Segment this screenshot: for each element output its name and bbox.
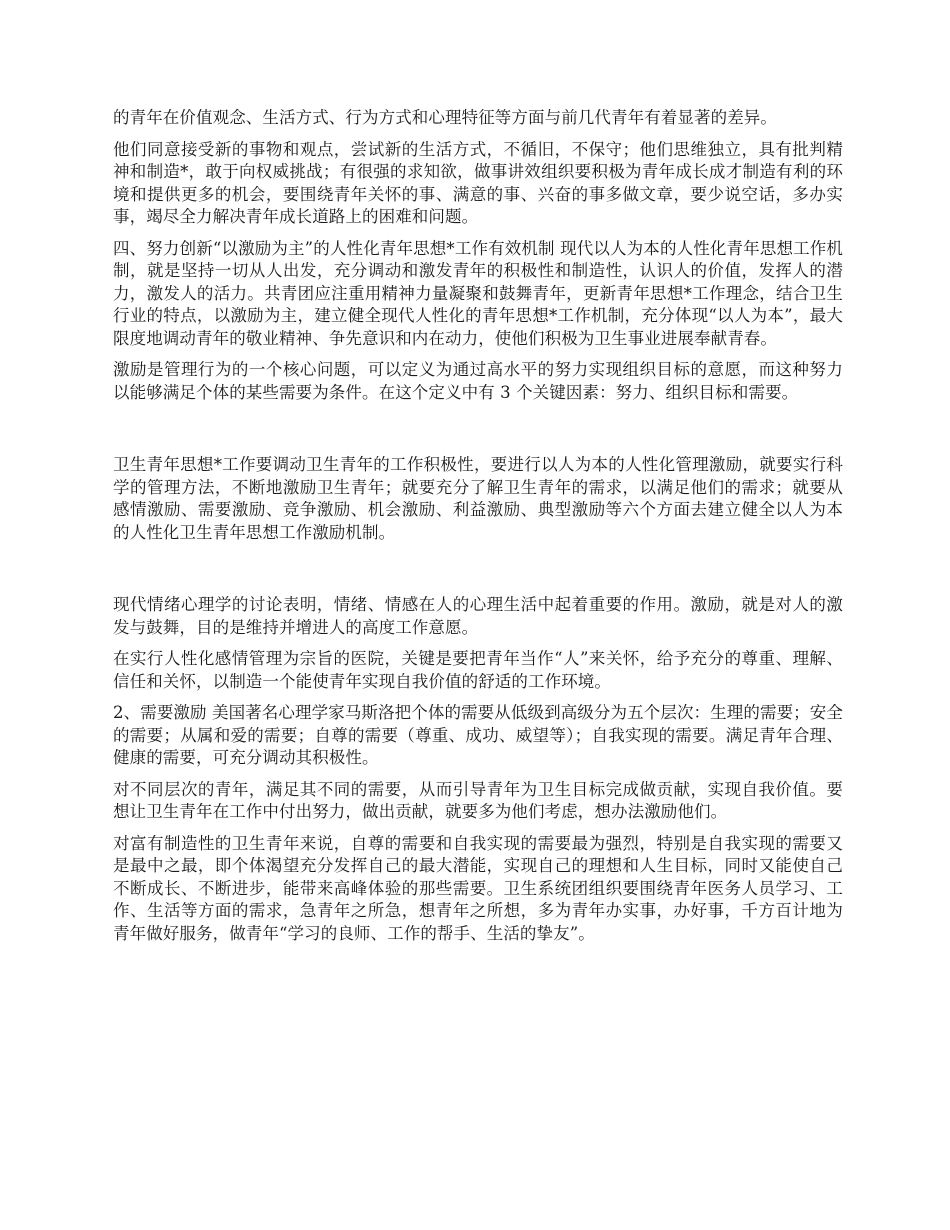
document-body xyxy=(113,107,843,954)
paragraph-7: 在实行人性化感情管理为宗旨的医院，关键是要把青年当作“人”来关怀，给予充分的尊重、理解、信任和关怀，以制造一个能使青年实现自我价值的舒适的工作环境。 xyxy=(113,649,843,691)
paragraph-4: 激励是管理行为的一个核心问题，可以定义为通过高水平的努力实现组织目标的意愿，而这种努力以能够满足个体的某些需要为条件。在这个定义中有 3 个关键因素：努力、组织目标和需要。 xyxy=(113,360,843,402)
paragraph-1: 的青年在价值观念、生活方式、行为方式和心理特征等方面与前几代青年有着显著的差异。 xyxy=(113,108,777,127)
paragraph-5: 卫生青年思想*工作要调动卫生青年的工作积极性，要进行以人为本的人性化管理激励，就要实行科学的管理方法，不断地激励卫生青年；就要充分了解卫生青年的需求，以满足他们的需求；就要从感情激励、需要激励、竞争激励、机会激励、利益激励、典型激励等六个方面去建立健全以人为本的人性化卫生青年思想工作激励机制。 xyxy=(113,455,843,542)
paragraph-2: 他们同意接受新的事物和观点，尝试新的生活方式，不循旧，不保守；他们思维独立，具有批判精神和制造*，敢于向权威挑战；有很强的求知欲，做事讲效组织要积极为青年成长成才制造有利的环境和提供更多的机会，要围绕青年关怀的事、满意的事、兴奋的事多做文章，要少说空话，多办实事，竭尽全力解决青年成长道路上的困难和问题。 xyxy=(113,139,843,226)
paragraph-9: 对不同层次的青年，满足其不同的需要，从而引导青年为卫生目标完成做贡献，实现自我价值。要想让卫生青年在工作中付出努力，做出贡献，就要多为他们考虑，想办法激励他们。 xyxy=(113,779,843,821)
paragraph-3: 四、努力创新“以激励为主”的人性化青年思想*工作有效机制 现代以人为本的人性化青年思想工作机制，就是坚持一切从人出发，充分调动和激发青年的积极性和制造性，认识人的价值，发挥人的潜力，激发人的活力。共青团应注重用精神力量凝聚和鼓舞青年，更新青年思想*工作理念，结合卫生行业的特点，以激励为主，建立健全现代人性化的青年思想*工作机制，充分体现“以人为本”，最大限度地调动青年的敬业精神、争先意识和内在动力，使他们积极为卫生事业进展奉献青春。 xyxy=(113,238,843,348)
paragraph-6: 现代情绪心理学的讨论表明，情绪、情感在人的心理生活中起着重要的作用。激励，就是对人的激发与鼓舞，目的是维持并增进人的高度工作意愿。 xyxy=(113,595,843,637)
paragraph-10: 对富有制造性的卫生青年来说，自尊的需要和自我实现的需要最为强烈，特别是自我实现的需要又是最中之最，即个体渴望充分发挥自己的最大潜能，实现自己的理想和人生目标，同时又能使自己不断成长、不断进步，能带来高峰体验的那些需要。卫生系统团组织要围绕青年医务人员学习、工作、生活等方面的需求，急青年之所急，想青年之所想，多为青年办实事，办好事，千方百计地为青年做好服务，做青年“学习的良师、工作的帮手、生活的挚友”。 xyxy=(113,833,843,943)
paragraph-8: 2、需要激励 美国著名心理学家马斯洛把个体的需要从低级到高级分为五个层次：生理的需要；安全的需要；从属和爱的需要；自尊的需要（尊重、成功、威望等）；自我实现的需要。满足青年合理、健康的需要，可充分调动其积极性。 xyxy=(113,703,843,767)
